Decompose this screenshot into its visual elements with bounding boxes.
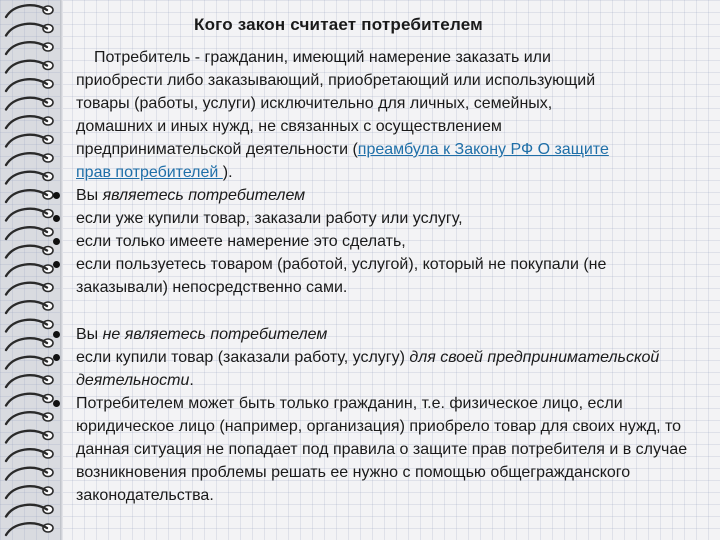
definition-line-1: Потребитель - гражданин, имеющий намерение заказать или (94, 49, 551, 66)
notebook-binding (0, 0, 62, 540)
consumer-list (76, 184, 696, 299)
spiral-ring (6, 449, 53, 461)
spiral-rings (0, 0, 62, 540)
spiral-ring (6, 338, 53, 350)
spiral-ring (6, 79, 53, 91)
list-item (76, 346, 696, 392)
definition-line-3: товары (работы, услуги) исключительно для личных, семейных, (76, 95, 553, 112)
spiral-ring (6, 264, 53, 276)
spiral-ring (6, 61, 53, 73)
spiral-ring (6, 283, 53, 295)
group1-heading-italic: являетесь потребителем (102, 187, 306, 204)
spiral-ring (6, 301, 53, 313)
spiral-ring (6, 431, 53, 443)
spiral-ring (6, 357, 53, 369)
binding-edge (60, 0, 63, 540)
slide-content (76, 14, 696, 507)
spiral-ring (6, 172, 53, 184)
group2-item1-italic: для своей предпринимательской деятельности (76, 349, 660, 389)
list-item: если пользуетесь товаром (работой, услугой), который не покупали (не заказывали) непосредственно сами. (76, 253, 696, 299)
spiral-ring (6, 468, 53, 480)
spiral-ring (6, 116, 53, 128)
law-preamble-link-continued[interactable]: прав потребителей (76, 164, 223, 181)
spiral-ring (6, 394, 53, 406)
definition-line-5: предпринимательской деятельности ( (76, 141, 358, 158)
spiral-ring (6, 412, 53, 424)
spiral-ring (6, 209, 53, 221)
list-item (76, 184, 696, 207)
non-consumer-list (76, 323, 696, 507)
list-item: Потребителем может быть только гражданин, т.е. физическое лицо, если юридическое лицо (например, организация) приобрело товар для своих нужд, то данная ситуация не попадает под правила о защите прав потребителя и в случае возникновения проблемы решать ее нужно с помощью общегражданского законодательства. (76, 392, 696, 507)
definition-tail: ). (222, 164, 233, 181)
spiral-ring (6, 190, 53, 202)
spiral-ring (6, 523, 53, 535)
spiral-ring (6, 98, 53, 110)
consumer-definition (76, 46, 696, 184)
spiral-ring (6, 486, 53, 498)
list-item: если только имеете намерение это сделать, (76, 230, 696, 253)
spiral-ring (6, 227, 53, 239)
definition-line-2: приобрести либо заказывающий, приобретающий или использующий (76, 72, 596, 89)
section-gap (76, 299, 696, 323)
definition-line-4: домашних и иных нужд, не связанных с осуществлением (76, 118, 502, 135)
group2-heading-plain: Вы (76, 326, 103, 343)
spiral-ring (6, 153, 53, 165)
spiral-ring (6, 42, 53, 54)
group2-item1-tail: . (189, 372, 194, 389)
spiral-ring (6, 135, 53, 147)
spiral-ring (6, 375, 53, 387)
group1-heading-plain: Вы (76, 187, 103, 204)
law-preamble-link[interactable]: преамбула к Закону РФ О защите (357, 141, 609, 158)
group2-item1-plain: если купили товар (заказали работу, услугу) (76, 349, 410, 366)
spiral-ring (6, 5, 53, 17)
group2-heading-italic: не являетесь потребителем (102, 326, 328, 343)
spiral-ring (6, 505, 53, 517)
spiral-ring (6, 24, 53, 36)
list-item (76, 323, 696, 346)
page-title: Кого закон считает потребителем (194, 15, 483, 34)
list-item: если уже купили товар, заказали работу или услугу, (76, 207, 696, 230)
spiral-ring (6, 246, 53, 258)
spiral-ring (6, 320, 53, 332)
